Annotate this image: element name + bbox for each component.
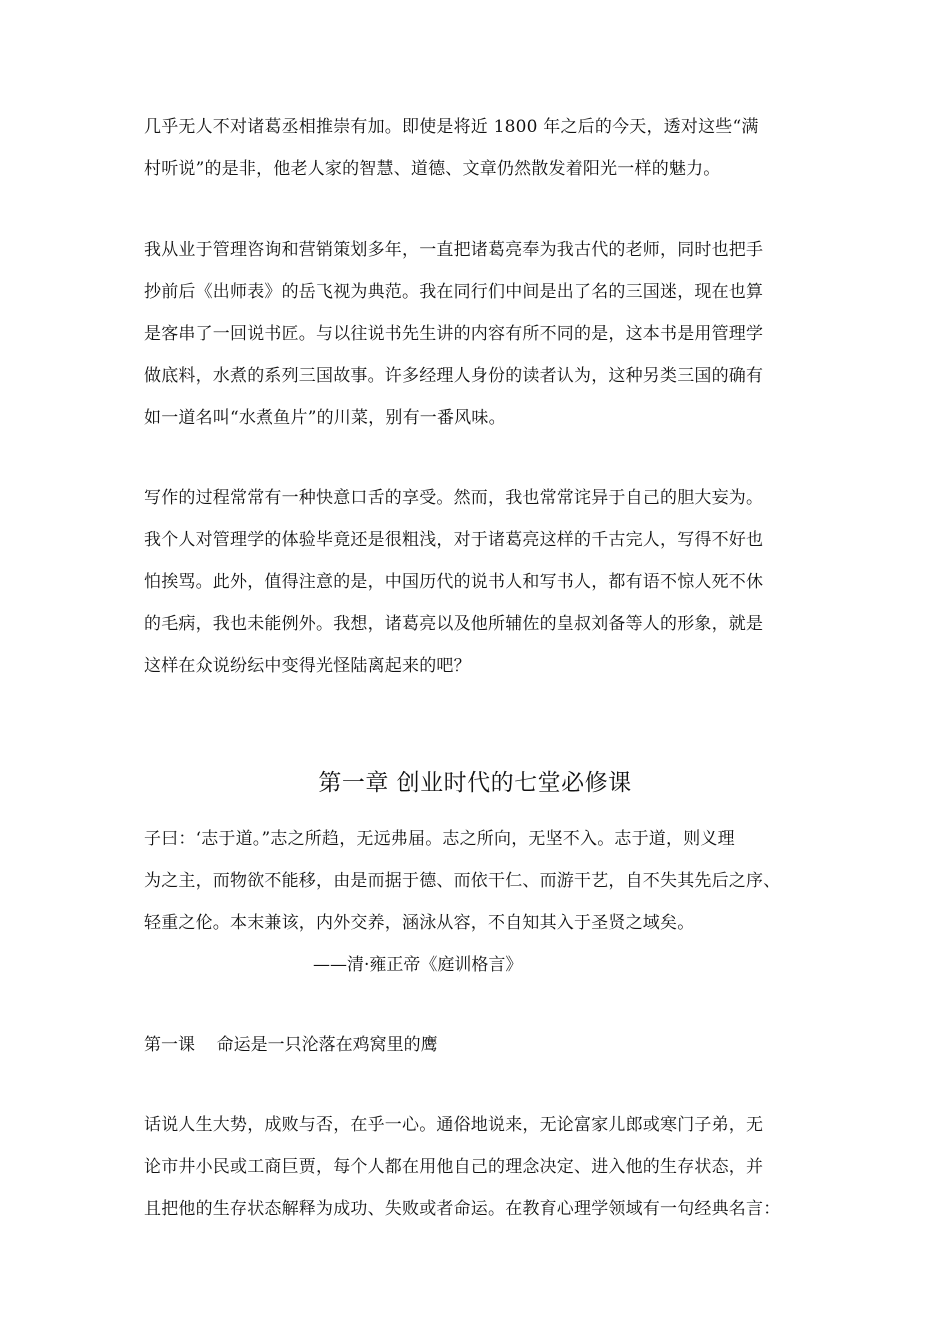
epigraph-line: 子曰：‘志于道。”志之所趋，无远弗届。志之所向，无坚不入。志于道，则义理 xyxy=(144,829,735,849)
text-line: 这样在众说纷纭中变得光怪陆离起来的吧？ xyxy=(144,656,471,676)
lesson-title: 第一课 命运是一只沦落在鸡窝里的鹰 xyxy=(144,1035,438,1055)
text-line: 村听说”的是非，他老人家的智慧、道德、文章仍然散发着阳光一样的魅力。 xyxy=(144,159,721,179)
chapter-title: 第一章 创业时代的七堂必修课 xyxy=(318,770,632,796)
text-line: 论市井小民或工商巨贾，每个人都在用他自己的理念决定、进入他的生存状态，并 xyxy=(144,1157,764,1177)
text-line: 的毛病，我也未能例外。我想，诸葛亮以及他所辅佐的皇叔刘备等人的形象，就是 xyxy=(144,614,764,634)
text-line: 且把他的生存状态解释为成功、失败或者命运。在教育心理学领域有一句经典名言： xyxy=(144,1199,781,1219)
text-line: 如一道名叫“水煮鱼片”的川菜，别有一番风味。 xyxy=(144,408,506,428)
epigraph-attribution: ——清·雍正帝《庭训格言》 xyxy=(313,955,523,975)
epigraph-line: 为之主，而物欲不能移，由是而据于德、而依干仁、而游干艺，自不失其先后之序、 xyxy=(144,871,781,891)
text-line: 我从业于管理咨询和营销策划多年，一直把诸葛亮奉为我古代的老师，同时也把手 xyxy=(144,240,764,260)
text-line: 是客串了一回说书匠。与以往说书先生讲的内容有所不同的是，这本书是用管理学 xyxy=(144,324,764,344)
text-line: 话说人生大势，成败与否，在乎一心。通俗地说来，无论富家儿郎或寒门子弟，无 xyxy=(144,1115,764,1135)
text-line: 抄前后《出师表》的岳飞视为典范。我在同行们中间是出了名的三国迷，现在也算 xyxy=(144,282,764,302)
text-line: 我个人对管理学的体验毕竟还是很粗浅，对于诸葛亮这样的千古完人，写得不好也 xyxy=(144,530,764,550)
text-line: 写作的过程常常有一种快意口舌的享受。然而，我也常常诧异于自己的胆大妄为。 xyxy=(144,488,764,508)
text-line: 怕挨骂。此外，值得注意的是，中国历代的说书人和写书人，都有语不惊人死不休 xyxy=(144,572,764,592)
text-line: 做底料，水煮的系列三国故事。许多经理人身份的读者认为，这种另类三国的确有 xyxy=(144,366,764,386)
text-line: 几乎无人不对诸葛丞相推崇有加。即使是将近 1800 年之后的今天，透对这些“满 xyxy=(144,117,759,137)
epigraph-line: 轻重之伦。本末兼该，内外交养，涵泳从容，不自知其入于圣贤之域矣。 xyxy=(144,913,695,933)
